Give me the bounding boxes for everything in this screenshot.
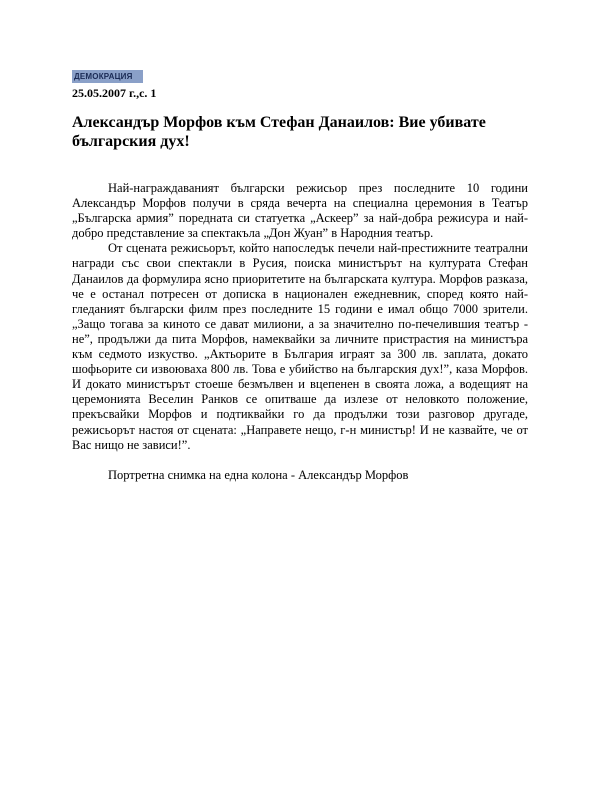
photo-caption: Портретна снимка на една колона - Александър Морфов <box>108 467 409 482</box>
article-paragraph: От сцената режисьорът, който напоследък печели най-престижните театрални награди със свои спектакли в Русия, поиска министърът на културата Стефан Данаилов да формулира ясно приоритетите на българската култура. Морфов разказа, че е останал потресен от дописка в национален ежедневник, според която най-гледаният български филм през последните 15 години е имал общо 7000 зрители. „Защо тогава за киното се дават милиони, а за значително по-печелившия театър - не”, продължи да пита Морфов, намеквайки за личните пристрастия на министъра към седмото изкуство. „Актьорите в България играят за 300 лв. заплата, докато шофьорите си извоюваха 800 лв. Това е убийство на българския дух!”, каза Морфов. И докато министърът стоеше безмълвен и вцепенен в своята ложа, а водещият на церемонията Веселин Ранков се опитваше да излезе от неловкото положение, прекъсвайки Морфов и подтиквайки го да продължи този разговор другаде, режисьорът настоя от сцената: „Направете нещо, г-н министър! И не казвайте, че от Вас нищо не зависи!”. <box>72 241 528 452</box>
article-page <box>72 66 528 483</box>
article-dateline: 25.05.2007 г.,с. 1 <box>72 86 157 100</box>
article-paragraph: Най-награждаваният български режисьор през последните 10 години Александър Морфов получи в сряда вечерта на специална церемония в Театър „Българска армия” поредната си статуетка „Аскеер” за най-добра режисура и най-добро представление за спектакъла „Дон Жуан” в Народния театър. <box>72 181 528 241</box>
article-headline: Александър Морфов към Стефан Данаилов: Вие убивате българския дух! <box>72 114 486 150</box>
article-body <box>72 181 528 453</box>
publication-logo <box>72 70 143 83</box>
publication-name: ДЕМОКРАЦИЯ <box>74 72 133 81</box>
